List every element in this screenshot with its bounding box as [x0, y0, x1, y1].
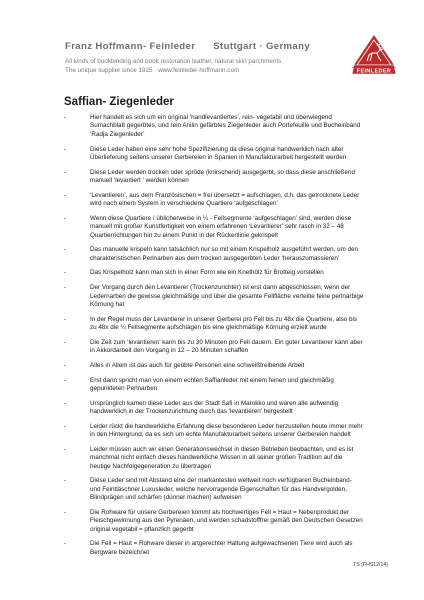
list-item	[64, 400, 364, 417]
bullet-marker: -	[64, 422, 67, 430]
bullet-marker: -	[64, 315, 67, 323]
paragraph-text: Der Vorgang durch den Levantierer (Trockenzurichter) ist erst dann abgeschlossen, wenn der Ledernarben die gewisse gleichmäßige und über die gesamte Fellfläche verteilte feine perlnarbige Körnung hat	[90, 284, 364, 308]
list-item	[64, 284, 364, 309]
list-item	[64, 423, 364, 440]
list-item	[64, 509, 364, 534]
bullet-marker: -	[64, 376, 67, 384]
feinleder-logo-icon	[350, 34, 398, 76]
paragraph-text: Leider rückt die handwerkliche Erfahrung diese besonderen Leder herzustellen heute immer mehr in den Hintergrund, da es sich um echte Manufakturarbeit seitens unserer Gerbereien handelt	[90, 422, 363, 439]
list-item	[64, 477, 364, 502]
paragraph-text: Hier handelt es sich um ein original ‘handlevantiertes’, rein- vegetabil und überwiegend Sumachblatt gegerbtes, und rein Anilin gefärbtes Ziegenleder auch Portefeuille und Bucheinband ‘Radja Ziegenleder’	[90, 114, 361, 138]
bullet-marker: -	[64, 214, 67, 222]
bullet-marker: -	[64, 508, 67, 516]
bullet-marker: -	[64, 191, 67, 199]
list-item	[64, 169, 364, 186]
list-item	[64, 146, 364, 163]
list-item	[64, 269, 364, 277]
company-name: Franz Hoffmann- Feinleder	[65, 41, 196, 52]
bullet-marker: -	[64, 269, 67, 277]
list-item	[64, 215, 364, 240]
list-item	[64, 540, 364, 557]
list-item	[64, 192, 364, 209]
document-title: Saffian- Ziegenleder	[64, 96, 174, 108]
bullet-marker: -	[64, 145, 67, 153]
list-item	[64, 446, 364, 471]
paragraph-text: Ursprünglich kamen diese Leder aus der Stadt Safi in Marokko und waren alle aufwendig handwerklich in der Trockenzurichtung durch das ‘levantieren’ hergestellt	[90, 399, 339, 416]
logo-text: FEINLEDER	[356, 68, 392, 75]
bullet-marker: -	[64, 540, 67, 548]
company-line	[65, 41, 310, 52]
paragraph-text: Alles in Allem ist das auch für geübte Personen eine schweißtreibende Arbeit	[90, 361, 305, 369]
tagline-website: The unique supplier since 1925 · www.feinleder-hoffmann.com	[65, 67, 240, 74]
list-item	[64, 377, 364, 394]
list-item	[64, 316, 364, 333]
bullet-marker: -	[64, 114, 67, 121]
bullet-marker: -	[64, 361, 67, 369]
list-item	[64, 362, 364, 370]
bullet-marker: -	[64, 284, 67, 292]
bullet-marker: -	[64, 338, 67, 346]
paragraph-text: Erst dann spricht man von einem echten Saffianleder mit einem feinen und gleichmäßig gepunkteten Perlnarben	[90, 376, 334, 393]
bullet-marker: -	[64, 246, 67, 254]
paragraph-text: Diese Leder werden trocken oder spröde (knirschend) ausgegerbt, so dass diese anschließend manuell ‘levantiert ‘ werden können	[90, 168, 355, 185]
list-item	[64, 114, 364, 139]
paragraph-text: Die Rohware für unsere Gerbereien kommt als hochwertiges Fell = Haut = Nebenprodukt der Fleischgewinnung aus den Pyrenäen, und werden schadstofffrei gemäß den Deutschen Gesetzen original vegetabil = pflanzlich gegerbt	[90, 508, 363, 533]
paragraph-text: Diese Leder sind mit Abstand eine der markantesten weltweit noch verfügbaren Bucheinband- und Feintläschner Luxusleder, welche hervorragende Eigenschaften für das Handvergolden, Blindprägen und schärfen (dünner machen) aufweisen	[90, 477, 352, 502]
paragraph-text: Die Zeit zum ‘levantieren’ kann bis zu 30 Minuten pro Fell dauern. Ein guter Levantierer kann aber in Akkordarbeit den Vorgang in 12 – 20 Minuten schaffen	[90, 338, 363, 355]
bullet-marker: -	[64, 477, 67, 485]
paragraph-list	[64, 114, 364, 564]
footer-code: TS (FHS12/14)	[353, 562, 388, 568]
tagline-services: All kinds of bookbinding and book restoration leather, natural skin parchments	[65, 58, 282, 65]
paragraph-text: Diese Leder haben eine sehr hohe Spezifizierung da diese original handwerklich nach alter Überlieferung seitens unserer Gerbereien in Spanien in Manufakturarbeit hergestellt werden	[90, 145, 347, 161]
paragraph-text: Leider müssen auch wir einen Generationswechsel in diesen Betrieben beobachten, und es ist manchmal nicht einfach dieses handwerkliche Wissen in all seiner großen Tradition auf die heutige Nachfolgegeneration zu übertragen	[90, 445, 354, 470]
paragraph-text: Wenn diese Quartiere / üblicherweise in ¼ - Fellsegmente ‘aufgeschlagen’ sind, werden diese manuell mit großer Kunstfertigkeit von einem erfahrenen ‘Levantierer’ sehr rasch in 32 – 48 Quartierrichtungen hin zu einem Punkt in der Rückenlinie gekrispelt	[90, 214, 352, 239]
list-item	[64, 339, 364, 356]
company-location: Stuttgart · Germany	[213, 41, 311, 52]
paragraph-text: Das Krispelholz kann man sich in einer Form wie ein Knethölz für Brotteig vorstellen	[90, 269, 324, 277]
list-item	[64, 246, 364, 263]
paragraph-text: Das manuelle krispeln kann tatsächlich nur so mit einem Krispelholz ausgeführt werden, um den charakteristischen Perlnarben aus dem trocken ausgegerbten Leder ‘herauszumassieren’	[90, 246, 359, 262]
bullet-marker: -	[64, 399, 67, 407]
paragraph-text: In der Regel muss der Levantierer in unserer Gerberei pro Fell bis zu 48x die Quartiere, also bis zu 48x die ¼ Fellsegmente aufschlagen bis eine gleichmäßige Körnung erzielt wurde	[90, 315, 358, 332]
paragraph-text: Die Fell = Haut = Rohware dieser in artgerechter Haltung aufgewachsenen Tiere wird auch als Bergware bezeichnet	[90, 540, 353, 556]
paragraph-text: ‘Levantieren’, aus dem Französischen = frei übersetzt = aufschlagen, d.h. das getrocknete Leder wird nach einem System in verschiedene Quartiere ‘aufgeschlagen’	[90, 191, 360, 208]
letterhead	[0, 0, 424, 90]
bullet-marker: -	[64, 168, 67, 176]
bullet-marker: -	[64, 445, 67, 453]
